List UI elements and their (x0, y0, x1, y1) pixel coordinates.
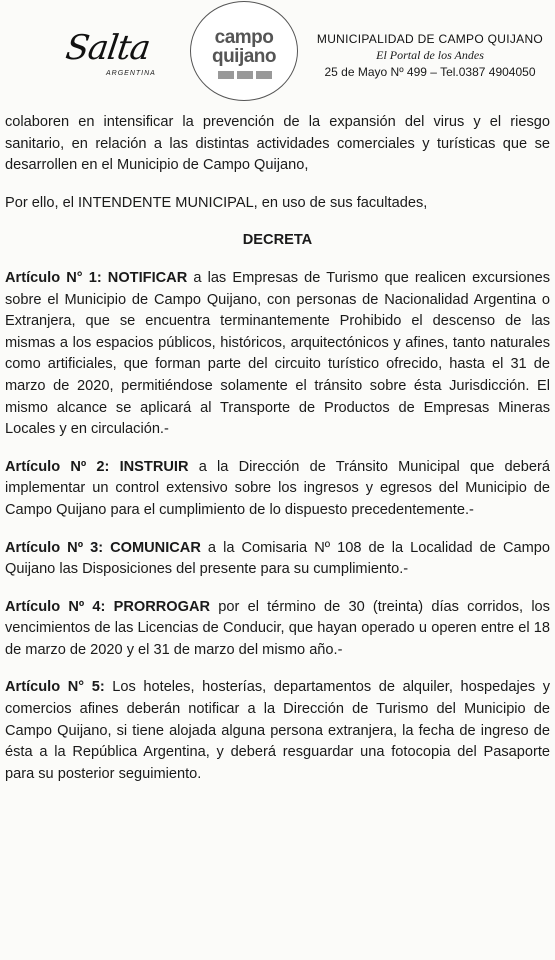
seal-line-2: quijano (211, 46, 277, 67)
article-1-label: Artículo N° 1: NOTIFICAR (5, 269, 188, 286)
article-2 (5, 457, 550, 522)
salta-logo (62, 28, 182, 84)
municipality-block (305, 32, 555, 79)
article-3 (5, 538, 550, 581)
article-1-text: a las Empresas de Turismo que realicen excursiones sobre el Municipio de Campo Quijano, con personas de Nacionalidad Argentina o Extranjera, que se encuentra terminantemente Prohibido el descenso de las mismas a los espacios públicos, históricos, arquitectónicos y afines, tanto naturales como artificiales, que forman parte del circuito turístico ofrecido, hasta el 31 de marzo de 2020, permitiéndose solamente el tránsito sobre ésta Jurisdicción. El mismo alcance se aplicará al Transporte de Productos de Empresas Mineras Locales y en circulación.- (5, 269, 550, 438)
article-4-label: Artículo Nº 4: PRORROGAR (5, 598, 211, 615)
article-3-label: Artículo Nº 3: COMUNICAR (5, 539, 201, 556)
salta-logo-word: Salta (63, 28, 153, 68)
article-4-text: por el término de 30 (treinta) días corridos, los vencimientos de las Licencias de Conducir, que hayan operado u operen entre el 18 de marzo de 2020 y el 31 de marzo del mismo año.- (5, 598, 550, 658)
article-5-text: Los hoteles, hosterías, departamentos de alquiler, hospedajes y comercios afines deberán notificar a la Dirección de Turismo del Municipio de Campo Quijano, si tiene alojada alguna persona extranjera, la fecha de ingreso de ésta a la República Argentina, y deberá resguardar una fotocopia del Pasaporte para su posterior seguimiento. (5, 679, 551, 782)
document-body (5, 112, 550, 785)
seal-line-1: campo (214, 27, 274, 48)
article-5-label: Artículo N° 5: (5, 679, 105, 696)
article-1 (5, 268, 550, 441)
seal-flags-icon (218, 71, 272, 79)
por-ello-paragraph: Por ello, el INTENDENTE MUNICIPAL, en uso de sus facultades, (5, 194, 428, 211)
municipality-address: 25 de Mayo Nº 499 – Tel.0387 4904050 (324, 65, 536, 79)
article-4 (5, 597, 550, 662)
article-2-label: Artículo Nº 2: INSTRUIR (5, 458, 189, 475)
letterhead (0, 0, 555, 104)
municipality-motto: El Portal de los Andes (376, 48, 484, 62)
article-5 (5, 677, 550, 785)
campo-quijano-seal (190, 1, 298, 101)
article-2-text: a la Dirección de Tránsito Municipal que deberá implementar un control extensivo sobre los ingresos y egresos del Municipio de Campo Quijano para el cumplimiento de lo dispuesto precedentemente.- (5, 458, 550, 518)
article-3-text: a la Comisaria Nº 108 de la Localidad de Campo Quijano las Disposiciones del presente para su cumplimiento.- (5, 539, 550, 578)
municipality-name: MUNICIPALIDAD DE CAMPO QUIJANO (316, 32, 544, 46)
decree-title: DECRETA (242, 232, 313, 249)
intro-paragraph: colaboren en intensificar la prevención de la expansión del virus y el riesgo sanitario, en relación a las distintas actividades comerciales y turísticas que se desarrollen en el Municipio de Campo Quijano, (5, 114, 550, 174)
salta-logo-subtitle: ARGENTINA (106, 70, 156, 77)
